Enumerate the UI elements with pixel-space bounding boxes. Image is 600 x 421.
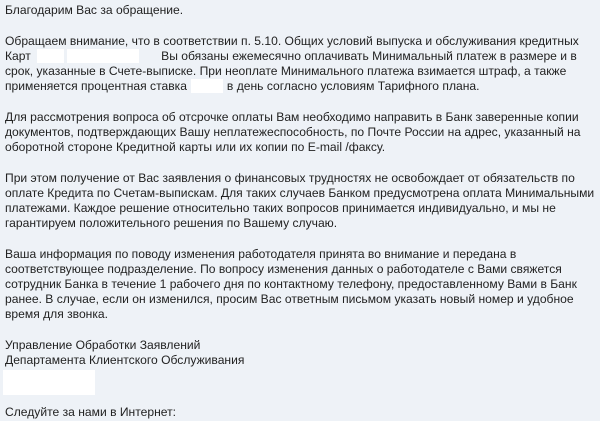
redacted-block <box>191 79 223 93</box>
paragraph-employer-change <box>5 247 597 322</box>
paragraph-payment-terms-part2: Вы обязаны ежемесячно оплачивать Минимальный платеж в размере и в срок, указанные в Счете-выписке. При неоплате Минимального платежа взимается штраф, а также применяется процентная ставка <box>5 49 577 93</box>
signature-line-1: Управление Обработки Заявлений <box>5 338 201 352</box>
email-body <box>5 3 597 384</box>
greeting <box>5 3 597 18</box>
paragraph-financial-difficulties <box>5 171 597 231</box>
paragraph-deferral-text: Для рассмотрения вопроса об отсрочке оплаты Вам необходимо направить в Банк заверенные копии документов, подтверждающих Вашу неплатежеспособность, по Почте России на адрес, указанный на оборотной стороне Кредитной карты или их копии по E-mail /факсу. <box>5 110 581 154</box>
follow-us-text: Следуйте за нами в Интернет: <box>5 405 176 419</box>
signature <box>5 338 597 368</box>
signature-line-2: Департамента Клиентского Обслуживания <box>5 353 245 367</box>
greeting-text: Благодарим Вас за обращение. <box>5 3 184 17</box>
paragraph-financial-difficulties-text: При этом получение от Вас заявления о финансовых трудностях не освобождает от обязательств по оплате Кредита по Счетам-выпискам. Для таких случаев Банком предусмотрена оплата Минимальными платежами. Каждое решение относительно таких вопросов принимается индивидуально, и мы не гарантируем положительного решения по Вашему случаю. <box>5 171 595 230</box>
redacted-block <box>67 49 139 63</box>
paragraph-deferral <box>5 110 597 155</box>
paragraph-payment-terms-part1: Обращаем внимание, что в соответствии п. 5.10. Общих условий выпуска и обслуживания кредитных Карт <box>5 34 579 63</box>
paragraph-payment-terms <box>5 34 597 94</box>
paragraph-payment-terms-part3: в день согласно условиям Тарифного плана. <box>226 79 480 93</box>
paragraph-employer-change-text: Ваша информация по поводу изменения работодателя принята во внимание и передана в соответствующее подразделение. По вопросу изменения данных о работодателе с Вами свяжется сотрудник Банка в течение 1 рабочего дня по контактному телефону, предоставленному Вами в Банк ранее. В случае, если он изменился, просим Вас ответным письмом указать новый номер и удобное время для звонка. <box>5 247 577 321</box>
redacted-block <box>37 49 64 63</box>
redacted-block <box>3 370 95 395</box>
